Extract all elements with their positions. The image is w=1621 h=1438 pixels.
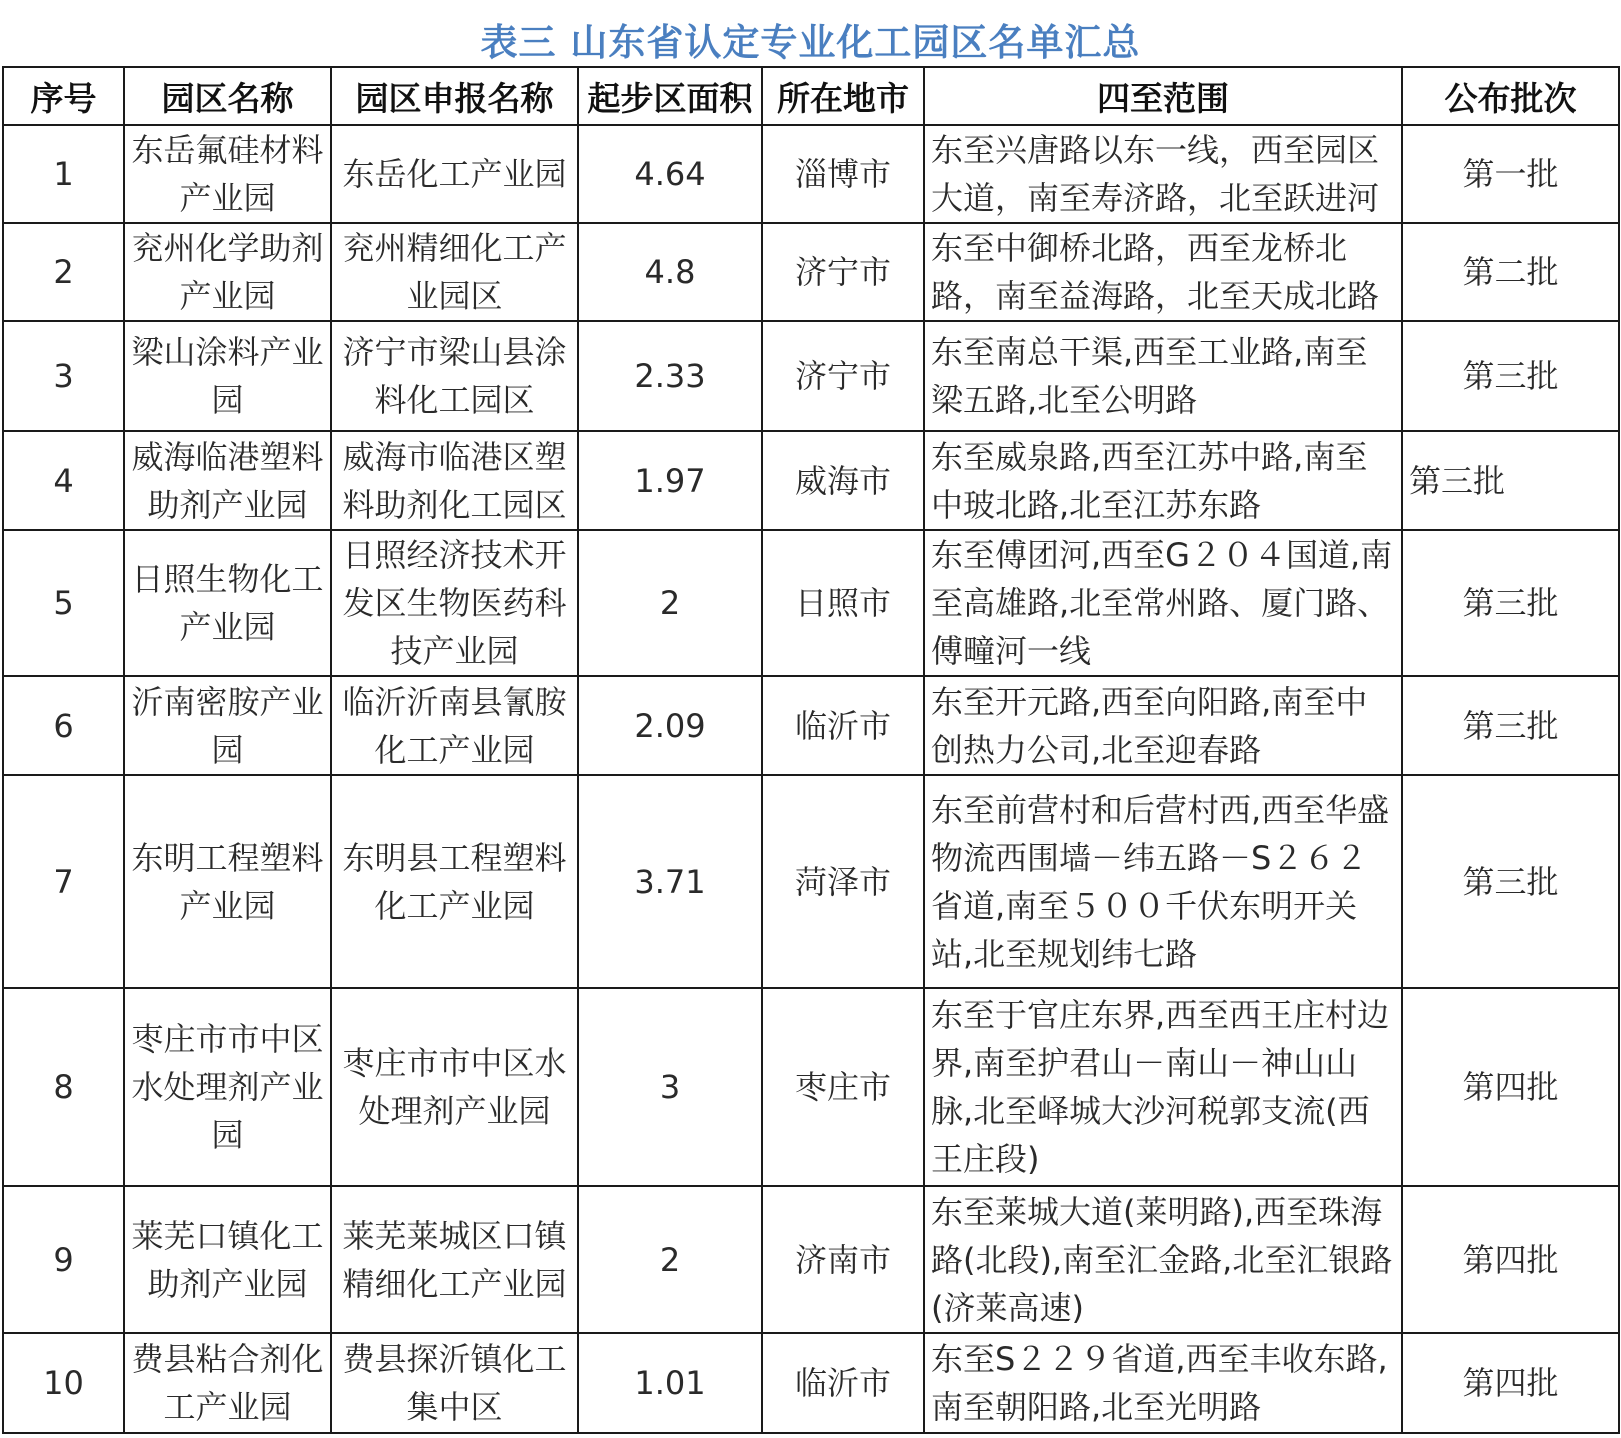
cell-city: 淄博市	[762, 125, 924, 223]
table-row	[3, 321, 1619, 431]
cell-boundary: 东至前营村和后营村西,西至华盛物流西围墙－纬五路－S２６２省道,南至５００千伏东明开关站,北至规划纬七路	[924, 775, 1402, 988]
table-row	[3, 676, 1619, 775]
cell-boundary: 东至于官庄东界,西至西王庄村边界,南至护君山－南山－神山山脉,北至峄城大沙河税郭支流(西王庄段)	[924, 988, 1402, 1186]
table-row	[3, 775, 1619, 988]
cell-area: 3.71	[578, 775, 762, 988]
header-boundary: 四至范围	[924, 67, 1402, 125]
cell-no: 10	[3, 1333, 124, 1433]
cell-boundary: 东至兴唐路以东一线，西至园区大道，南至寿济路，北至跃进河	[924, 125, 1402, 223]
cell-batch: 第三批	[1402, 530, 1619, 676]
parks-table	[2, 66, 1620, 1434]
cell-city: 临沂市	[762, 676, 924, 775]
cell-no: 7	[3, 775, 124, 988]
cell-declared-name: 济宁市梁山县涂料化工园区	[331, 321, 578, 431]
cell-area: 3	[578, 988, 762, 1186]
cell-boundary: 东至S２２９省道,西至丰收东路,南至朝阳路,北至光明路	[924, 1333, 1402, 1433]
cell-boundary: 东至莱城大道(莱明路),西至珠海路(北段),南至汇金路,北至汇银路(济莱高速)	[924, 1186, 1402, 1333]
cell-boundary: 东至傅团河,西至G２０４国道,南至高雄路,北至常州路、厦门路、傅疃河一线	[924, 530, 1402, 676]
cell-no: 4	[3, 431, 124, 530]
cell-city: 济宁市	[762, 321, 924, 431]
header-batch: 公布批次	[1402, 67, 1619, 125]
cell-batch: 第三批	[1402, 775, 1619, 988]
cell-declared-name: 临沂沂南县氰胺化工产业园	[331, 676, 578, 775]
cell-declared-name: 日照经济技术开发区生物医药科技产业园	[331, 530, 578, 676]
table-row	[3, 1333, 1619, 1433]
table-row	[3, 530, 1619, 676]
cell-area: 2	[578, 530, 762, 676]
cell-park-name: 威海临港塑料助剂产业园	[124, 431, 331, 530]
cell-declared-name: 东岳化工产业园	[331, 125, 578, 223]
cell-area: 1.01	[578, 1333, 762, 1433]
cell-park-name: 东岳氟硅材料产业园	[124, 125, 331, 223]
cell-no: 9	[3, 1186, 124, 1333]
cell-park-name: 枣庄市市中区水处理剂产业园	[124, 988, 331, 1186]
cell-boundary: 东至威泉路,西至江苏中路,南至中玻北路,北至江苏东路	[924, 431, 1402, 530]
cell-batch: 第四批	[1402, 1333, 1619, 1433]
cell-area: 4.8	[578, 223, 762, 321]
cell-park-name: 莱芜口镇化工助剂产业园	[124, 1186, 331, 1333]
table-row	[3, 431, 1619, 530]
cell-city: 菏泽市	[762, 775, 924, 988]
table-row	[3, 223, 1619, 321]
cell-batch: 第一批	[1402, 125, 1619, 223]
cell-city: 济南市	[762, 1186, 924, 1333]
table-row	[3, 988, 1619, 1186]
cell-area: 2.33	[578, 321, 762, 431]
header-declared-name: 园区申报名称	[331, 67, 578, 125]
header-row	[3, 67, 1619, 125]
cell-no: 3	[3, 321, 124, 431]
cell-declared-name: 东明县工程塑料化工产业园	[331, 775, 578, 988]
cell-declared-name: 威海市临港区塑料助剂化工园区	[331, 431, 578, 530]
header-city: 所在地市	[762, 67, 924, 125]
header-park-name: 园区名称	[124, 67, 331, 125]
cell-park-name: 东明工程塑料产业园	[124, 775, 331, 988]
cell-no: 5	[3, 530, 124, 676]
cell-city: 临沂市	[762, 1333, 924, 1433]
cell-city: 枣庄市	[762, 988, 924, 1186]
cell-batch: 第四批	[1402, 1186, 1619, 1333]
cell-park-name: 费县粘合剂化工产业园	[124, 1333, 331, 1433]
header-no: 序号	[3, 67, 124, 125]
cell-no: 6	[3, 676, 124, 775]
cell-batch: 第三批	[1402, 676, 1619, 775]
cell-declared-name: 兖州精细化工产业园区	[331, 223, 578, 321]
cell-declared-name: 枣庄市市中区水处理剂产业园	[331, 988, 578, 1186]
cell-park-name: 沂南密胺产业园	[124, 676, 331, 775]
cell-area: 2	[578, 1186, 762, 1333]
cell-city: 日照市	[762, 530, 924, 676]
cell-no: 8	[3, 988, 124, 1186]
cell-boundary: 东至南总干渠,西至工业路,南至梁五路,北至公明路	[924, 321, 1402, 431]
cell-batch: 第三批	[1402, 321, 1619, 431]
table-row	[3, 1186, 1619, 1333]
cell-park-name: 兖州化学助剂产业园	[124, 223, 331, 321]
cell-declared-name: 费县探沂镇化工集中区	[331, 1333, 578, 1433]
cell-city: 威海市	[762, 431, 924, 530]
cell-park-name: 梁山涂料产业园	[124, 321, 331, 431]
cell-no: 2	[3, 223, 124, 321]
cell-area: 2.09	[578, 676, 762, 775]
cell-park-name: 日照生物化工产业园	[124, 530, 331, 676]
cell-batch: 第二批	[1402, 223, 1619, 321]
table-row	[3, 125, 1619, 223]
cell-area: 1.97	[578, 431, 762, 530]
cell-declared-name: 莱芜莱城区口镇精细化工产业园	[331, 1186, 578, 1333]
cell-area: 4.64	[578, 125, 762, 223]
cell-no: 1	[3, 125, 124, 223]
cell-boundary: 东至中御桥北路，西至龙桥北路，南至益海路，北至天成北路	[924, 223, 1402, 321]
header-area: 起步区面积	[578, 67, 762, 125]
cell-city: 济宁市	[762, 223, 924, 321]
cell-boundary: 东至开元路,西至向阳路,南至中创热力公司,北至迎春路	[924, 676, 1402, 775]
cell-batch: 第三批	[1402, 431, 1619, 530]
table-title: 表三 山东省认定专业化工园区名单汇总	[480, 21, 1141, 64]
cell-batch: 第四批	[1402, 988, 1619, 1186]
